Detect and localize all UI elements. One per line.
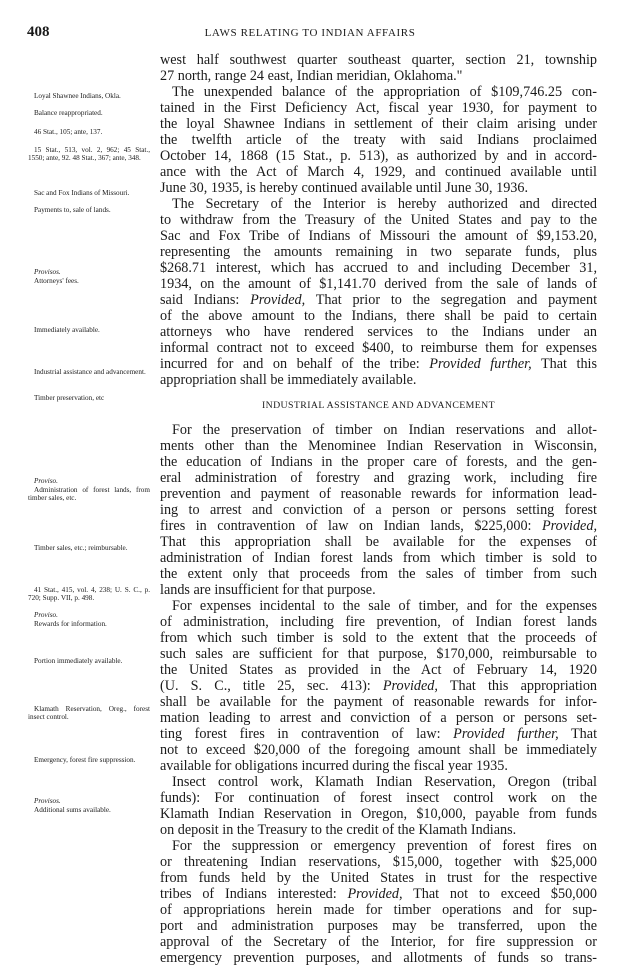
text-line: representing the amounts remaining in two separate funds, plus [160,244,597,260]
margin-note: Additional sums available. [34,806,111,814]
margin-note: Timber sales, etc.; reimbursable. [34,544,128,552]
text-line: west half southwest quarter southeast quarter, section 21, township [160,52,597,68]
margin-note: 15 Stat., 513, vol. 2, 962; 45 Stat., 1550; ante, 92. 48 Stat., 367; ante, 348. [28,146,150,163]
text-line: 1934, on the amount of $1,141.70 derived from the sale of lands of [160,276,597,292]
margin-note: Proviso. [34,477,58,485]
page-number: 408 [27,24,50,40]
text-line: October 14, 1868 (15 Stat., p. 513), as authorized by and in accord- [160,148,597,164]
text-line: on deposit in the Treasury to the credit of the Klamath Indians. [160,822,517,838]
margin-note: Provisos. [34,268,61,276]
text-line: of the above amount to the Indians, there shall be paid to certain [160,308,597,324]
text-line: of appropriations herein made for timber operations and for sup- [160,902,597,918]
text-line: ing to arrest and conviction of a person or persons setting forest [160,502,597,518]
text-line: the loyal Shawnee Indians in settlement of their claim arising under [160,116,597,132]
text-line: ting forest fires in contravention of law: Provided further, That [160,726,598,742]
text-line: shall be available for the payment of reasonable rewards for infor- [160,694,597,710]
text-line: prevention and payment of reasonable rewards for information lead- [160,486,597,502]
margin-note: 46 Stat., 105; ante, 137. [34,128,103,136]
margin-note: Payments to, sale of lands. [34,206,111,214]
text-line: to withdraw from the Treasury of the United States and pay to the [160,212,597,228]
text-line: from funds held by the United States in trust for the respective [160,870,597,886]
text-line: ments other than the Menominee Indian Reservation in Wisconsin, [160,438,597,454]
text-line: appropriation shall be immediately available. [160,372,417,388]
text-line: Insect control work, Klamath Indian Reservation, Oregon (tribal [172,774,597,790]
text-line: fires in contravention of law on Indian lands, $225,000: Provided, [160,518,597,534]
text-line: 27 north, range 24 east, Indian meridian, Oklahoma." [160,68,463,84]
text-line: June 30, 1935, is hereby continued available until June 30, 1936. [160,180,529,196]
text-line: approval of the Secretary of the Interior, for fire suppression or [160,934,597,950]
margin-note: Proviso. [34,611,58,619]
text-line: lands are insufficient for that purpose. [160,582,376,598]
text-line: tained in the First Deficiency Act, fiscal year 1930, for payment to [160,100,597,116]
text-line: For expenses incidental to the sale of timber, and for the expenses [172,598,597,614]
text-line: the twelfth article of the treaty with said Indians proclaimed [160,132,597,148]
running-title: LAWS RELATING TO INDIAN AFFAIRS [204,27,416,39]
margin-note: Balance reappropriated. [34,109,103,117]
margin-note: Loyal Shawnee Indians, Okla. [34,92,121,100]
text-line: mation leading to arrest and conviction of a person or persons set- [160,710,597,726]
text-line: The Secretary of the Interior is hereby authorized and directed [172,196,597,212]
margin-note: 41 Stat., 415, vol. 4, 238; U. S. C., p. 720; Supp. VII, p. 498. [28,586,150,603]
margin-note: Klamath Reservation, Oreg., forest insect control. [28,705,150,722]
text-line: the education of Indians in the proper care of forests, and the gen- [160,454,597,470]
margin-note: Provisos. [34,797,61,805]
text-line: funds): For continuation of forest insect control work on the [160,790,597,806]
text-line: For the suppression or emergency prevention of forest fires on [172,838,597,854]
text-line: Klamath Indian Reservation in Oregon, $10,000, payable from funds [160,806,597,822]
text-line: The unexpended balance of the appropriation of $109,746.25 con- [172,84,597,100]
text-line: For the preservation of timber on Indian reservations and allot- [172,422,597,438]
text-line: or threatening Indian reservations, $15,000, together with $25,000 [160,854,597,870]
margin-note: Sac and Fox Indians of Missouri. [34,189,130,197]
text-line: said Indians: Provided, That prior to the segregation and payment [160,292,598,308]
margin-note: Industrial assistance and advancement. [34,368,146,376]
text-line: attorneys who have rendered services to the Indians under an [160,324,597,340]
text-line: That this appropriation shall be available for the expenses of [160,534,597,550]
text-line: the extent only that proceeds from the sales of timber from such [160,566,597,582]
margin-note: Attorneys' fees. [34,277,79,285]
text-line: not to exceed $20,000 of the foregoing amount shall be immediately [160,742,597,758]
text-line: (U. S. C., title 25, sec. 413): Provided, That this appropriation [160,678,598,694]
text-line: tribes of Indians interested: Provided, That not to exceed $50,000 [160,886,597,902]
text-line: $268.71 interest, which has accrued to and including December 31, [160,260,597,276]
text-line: port and administration purposes may be transferred, upon the [160,918,597,934]
text-line: ance with the Act of March 4, 1929, and continued available until [160,164,597,180]
margin-note: Administration of forest lands, from timber sales, etc. [28,486,150,503]
text-line: informal contract not to exceed $400, to reimburse them for expenses [160,340,597,356]
text-line: Sac and Fox Tribe of Indians of Missouri the amount of $9,153.20, [160,228,597,244]
margin-note: Portion immediately available. [34,657,123,665]
text-line: available for obligations incurred during the fiscal year 1935. [160,758,508,774]
text-line: such sales are sufficient for that purpose, $170,000, reimbursable to [160,646,597,662]
text-line: eral administration of forestry and grazing work, including fire [160,470,597,486]
margin-note: Rewards for information. [34,620,107,628]
margin-note: Immediately available. [34,326,100,334]
text-line: emergency prevention purposes, and allotments of funds so trans- [160,950,597,966]
text-line: the United States as provided in the Act of February 14, 1920 [160,662,597,678]
section-heading: INDUSTRIAL ASSISTANCE AND ADVANCEMENT [261,400,496,411]
margin-note: Timber preservation, etc [34,394,105,402]
text-line: from which such timber is sold to the extent that the proceeds of [160,630,597,646]
text-line: of administration, including fire prevention, of Indian forest lands [160,614,597,630]
text-line: administration of Indian forest lands from which timber is sold to [160,550,597,566]
text-line: incurred for and on behalf of the tribe: Provided further, That this [160,356,597,372]
margin-note: Emergency, forest fire suppression. [34,756,136,764]
